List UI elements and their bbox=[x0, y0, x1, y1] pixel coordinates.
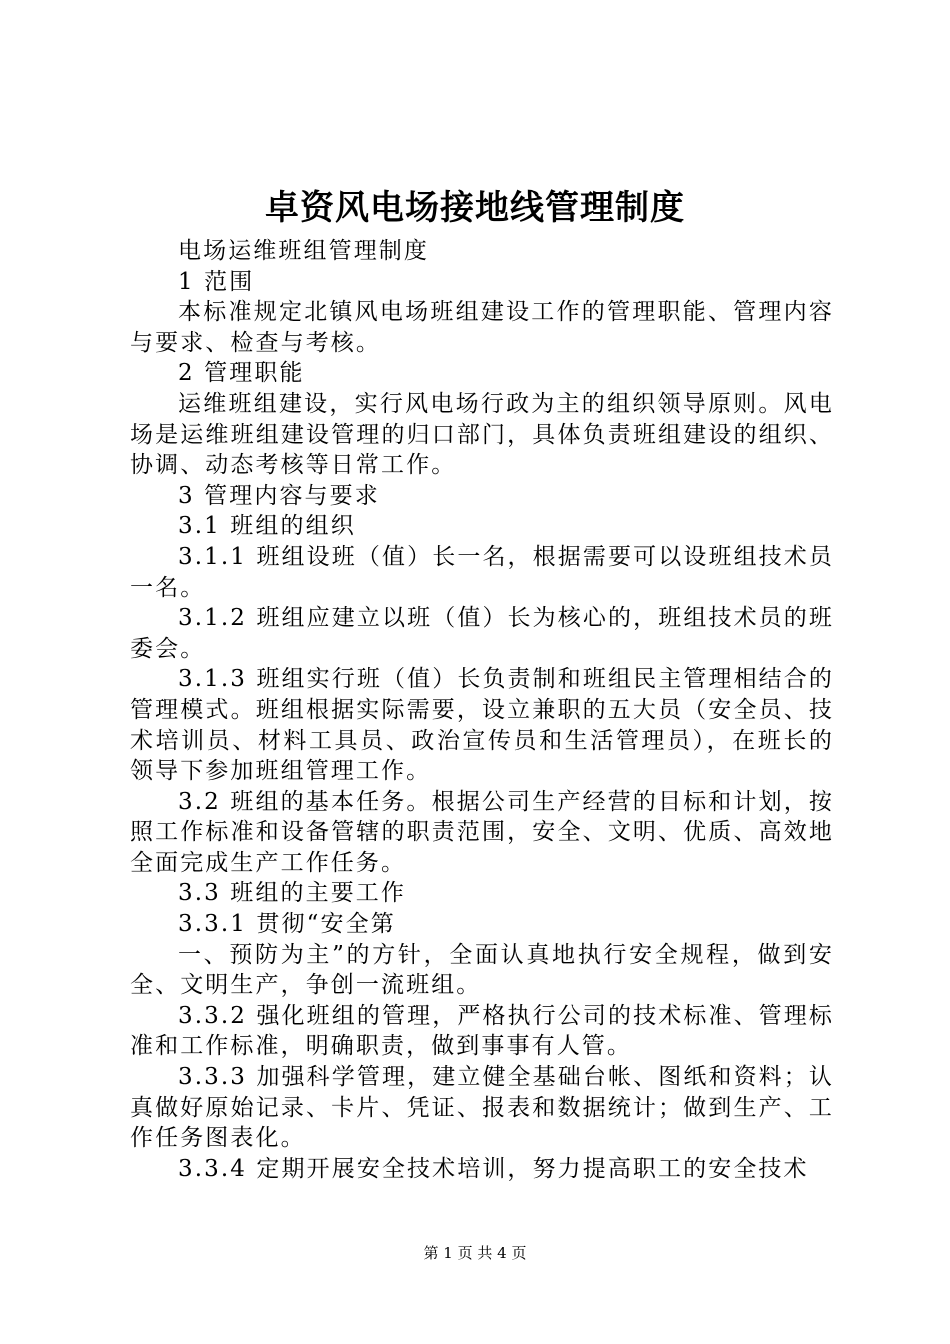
paragraph: 3.3.4 定期开展安全技术培训，努力提高职工的安全技术 bbox=[178, 1155, 809, 1182]
paragraph: 3.3.2 强化班组的管理，严格执行公司的技术标准、管理标准和工作标准，明确职责，做到事事有人管。 bbox=[130, 1002, 834, 1060]
paragraph: 电场运维班组管理制度 bbox=[178, 238, 429, 264]
paragraph: 本标准规定北镇风电场班组建设工作的管理职能、管理内容与要求、检查与考核。 bbox=[130, 299, 834, 356]
document-title: 卓资风电场接地线管理制度 bbox=[265, 188, 685, 228]
paragraph: 3.1 班组的组织 bbox=[178, 513, 356, 540]
page-footer: 第 1 页 共 4 页 bbox=[423, 1244, 527, 1262]
paragraph: 3.1.3 班组实行班（值）长负责制和班组民主管理相结合的管理模式。班组根据实际需要，设立兼职的五大员（安全员、技术培训员、材料工具员、政治宣传员和生活管理员），在班长的领导下参加班组管理工作。 bbox=[130, 666, 834, 785]
paragraph: 运维班组建设，实行风电场行政为主的组织领导原则。风电场是运维班组建设管理的归口部门，具体负责班组建设的组织、协调、动态考核等日常工作。 bbox=[130, 390, 834, 479]
paragraph: 3.3 班组的主要工作 bbox=[178, 880, 406, 907]
paragraph: 3.2 班组的基本任务。根据公司生产经营的目标和计划，按照工作标准和设备管辖的职责范围，安全、文明、优质、高效地全面完成生产工作任务。 bbox=[130, 788, 834, 876]
paragraph: 1 范围 bbox=[178, 268, 255, 295]
paragraph: 3.1.2 班组应建立以班（值）长为核心的，班组技术员的班委会。 bbox=[130, 605, 834, 662]
document-body bbox=[130, 236, 834, 1184]
paragraph: 3.3.3 加强科学管理，建立健全基础台帐、图纸和资料；认真做好原始记录、卡片、凭证、报表和数据统计；做到生产、工作任务图表化。 bbox=[130, 1064, 834, 1152]
paragraph: 一、预防为主”的方针，全面认真地执行安全规程，做到安全、文明生产，争创一流班组。 bbox=[130, 941, 834, 999]
paragraph: 3.3.1 贯彻“安全第 bbox=[178, 911, 396, 938]
paragraph: 3 管理内容与要求 bbox=[178, 482, 380, 509]
paragraph: 2 管理职能 bbox=[178, 360, 305, 387]
paragraph: 3.1.1 班组设班（值）长一名，根据需要可以设班组技术员一名。 bbox=[130, 543, 834, 601]
